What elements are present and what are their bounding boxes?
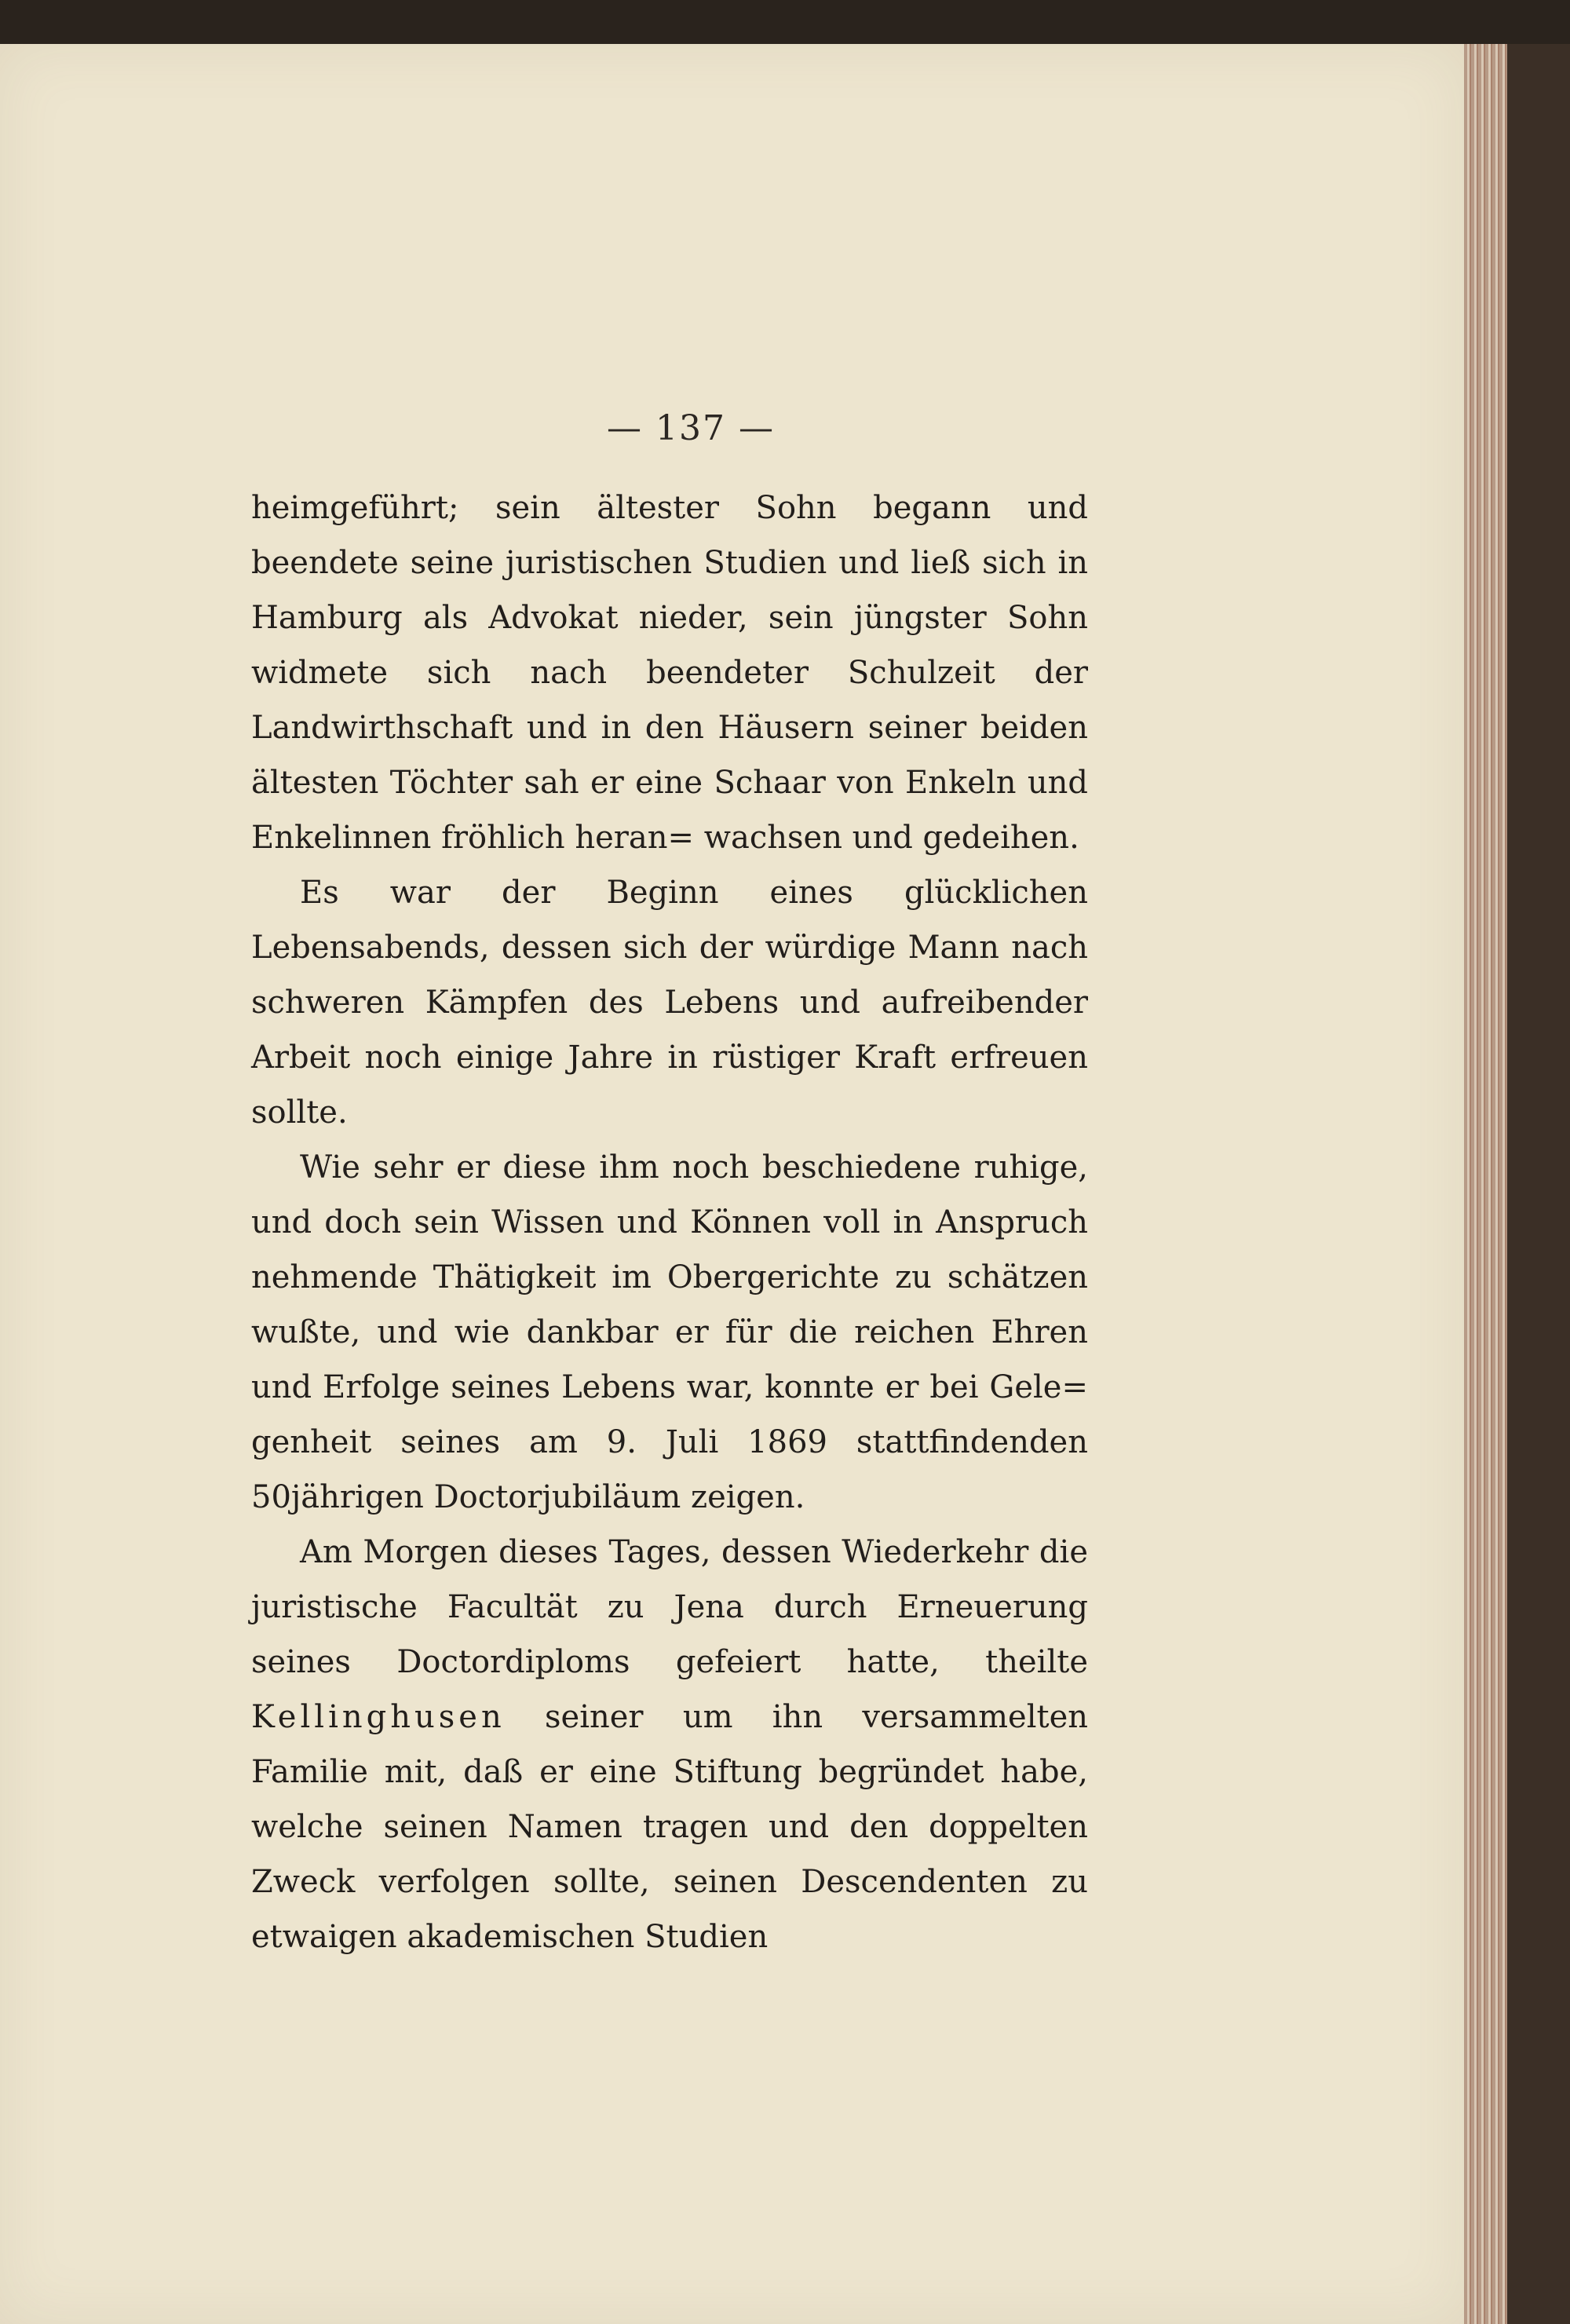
spaced-name: Kellinghusen: [251, 1699, 506, 1735]
paragraph-4-end: seiner um ihn versammelten Familie mit, daß er eine Stiftung begründet habe, welche seinen Namen tragen und den doppelten Zweck verfolgen sollte, seinen Descendenten zu etwaigen akademischen Studien: [251, 1699, 1088, 1955]
paragraph-3: Wie sehr er diese ihm noch beschiedene ruhige, und doch sein Wissen und Können voll in Anspruch nehmende Thätigkeit im Obergerichte zu schätzen wußte, und wie dankbar er für die reichen Ehren und Erfolge seines Lebens war, konnte er bei Gele= genheit seines am 9. Juli 1869 stattfindenden 50jährigen Doctorjubiläum zeigen.: [251, 1149, 1088, 1515]
scan-background: [0, 0, 1570, 44]
paragraph-4: [251, 1525, 1088, 1964]
body-text: [251, 481, 1088, 1964]
paragraph-1: heimgeführt; sein ältester Sohn begann und beendete seine juristischen Studien und ließ sich in Hamburg als Advokat nieder, sein jüngster Sohn widmete sich nach beendeter Schulzeit der Landwirthschaft und in den Häusern seiner beiden ältesten Töchter sah er eine Schaar von Enkeln und Enkelinnen fröhlich heran= wachsen und gedeihen.: [251, 490, 1088, 856]
page-number: — 137 —: [607, 408, 775, 448]
book-cover-edge: [1507, 44, 1570, 2324]
page-edges: [1464, 44, 1507, 2324]
paragraph-4-start: Am Morgen dieses Tages, dessen Wiederkehr die juristische Facultät zu Jena durch Erneuerung seines Doctordiploms gefeiert hatte, theilte: [251, 1534, 1088, 1680]
paragraph-2: Es war der Beginn eines glücklichen Lebensabends, dessen sich der würdige Mann nach schweren Kämpfen des Lebens und aufreibender Arbeit noch einige Jahre in rüstiger Kraft erfreuen sollte.: [251, 875, 1088, 1131]
